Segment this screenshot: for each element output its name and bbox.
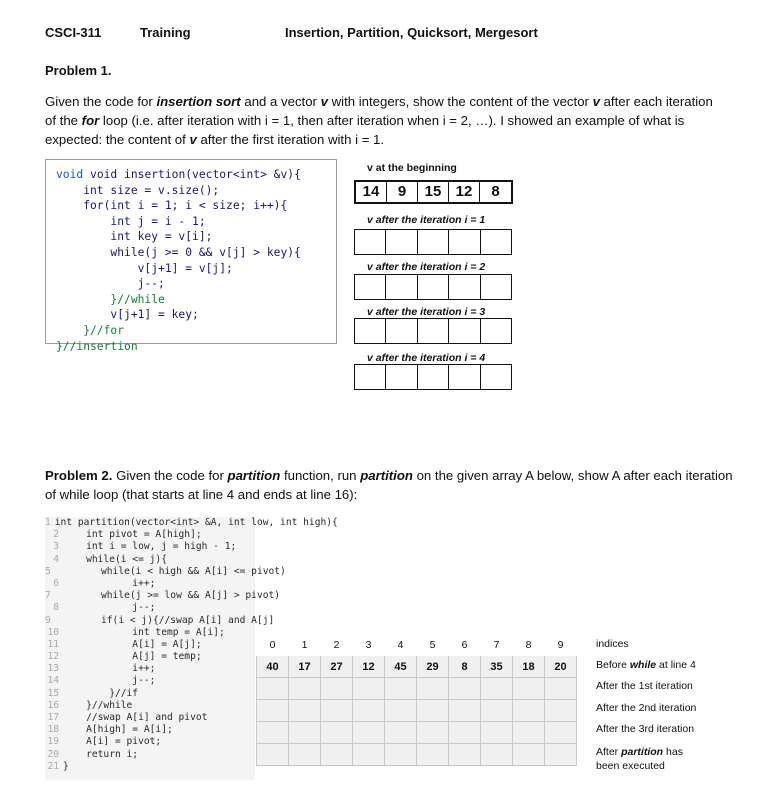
- problem1-heading: Problem 1.: [45, 63, 112, 78]
- code-line: if(i < j){//swap A[i] and A[j]: [54, 614, 275, 626]
- code-line: }//if: [63, 687, 139, 699]
- value-cell: 40: [257, 656, 289, 678]
- vector-cell: 15: [418, 182, 449, 202]
- index-cell: 3: [353, 634, 385, 656]
- code-line: i++;: [63, 577, 156, 589]
- code-line: }//for: [56, 323, 125, 337]
- code-line: v[j+1] = key;: [56, 308, 199, 322]
- iteration-1-answer-box[interactable]: [354, 229, 512, 255]
- code-line: //swap A[i] and pivot: [63, 712, 208, 723]
- row-label-iter2: After the 2nd iteration: [596, 702, 697, 714]
- insertion-code-block: [45, 159, 337, 353]
- vector-cell: 12: [449, 182, 480, 202]
- index-cell: 1: [289, 634, 321, 656]
- index-cell: 8: [513, 634, 545, 656]
- code-line: int j = i - 1;: [56, 214, 206, 228]
- code-line: j--;: [63, 675, 156, 687]
- vector-cell: 8: [491, 183, 500, 200]
- code-line: A[high] = A[i];: [63, 724, 173, 736]
- iteration-2-row[interactable]: [257, 700, 577, 722]
- partition-array-table: [256, 633, 577, 766]
- row-label-after: After partition has been executed: [596, 746, 683, 772]
- value-cell: 45: [385, 656, 417, 678]
- index-cell: 6: [449, 634, 481, 656]
- code-line: while(i < high && A[i] <= pivot): [54, 565, 286, 577]
- code-line: int key = v[i];: [56, 230, 213, 244]
- iteration-4-label: v after the iteration i = 4: [367, 352, 486, 364]
- code-line: int i = low, j = high - 1;: [63, 541, 237, 553]
- row-label-indices: indices: [596, 638, 629, 650]
- v-begin-vector: [354, 180, 513, 204]
- vector-cell: 14: [356, 182, 387, 202]
- code-line: while(j >= 0 && v[j] > key){: [56, 245, 301, 259]
- code-line: while(j >= low && A[j] > pivot): [54, 590, 281, 602]
- code-line: while(i <= j){: [63, 553, 167, 565]
- vector-cell: 9: [387, 182, 418, 202]
- code-line: int pivot = A[high];: [63, 529, 202, 541]
- index-cell: 4: [385, 634, 417, 656]
- code-line: A[j] = temp;: [63, 651, 202, 663]
- code-line: }//while: [63, 699, 133, 711]
- indices-row: [257, 634, 577, 656]
- code-line: int partition(vector<int> &A, int low, int high){: [54, 517, 338, 528]
- row-label-iter3: After the 3rd iteration: [596, 723, 695, 735]
- v-begin-label: v at the beginning: [367, 162, 457, 174]
- index-cell: 7: [481, 634, 513, 656]
- iteration-2-answer-box[interactable]: [354, 274, 512, 300]
- iteration-1-label: v after the iteration i = 1: [367, 214, 486, 226]
- iteration-2-label: v after the iteration i = 2: [367, 261, 486, 273]
- code-line: return i;: [63, 748, 139, 760]
- index-cell: 9: [545, 634, 577, 656]
- value-cell: 29: [417, 656, 449, 678]
- iteration-3-row[interactable]: [257, 722, 577, 744]
- problem1-text: Given the code for insertion sort and a vector v with integers, show the content of the vector v after each iteration of the for loop (i.e. after iteration with i = 1, then after iteration when i = 2, …). I showed an example of what is expected: the content of v after the first iteration with i = 1.: [45, 94, 713, 147]
- row-label-before: Before while at line 4: [596, 659, 696, 671]
- value-cell: 27: [321, 656, 353, 678]
- code-line: for(int i = 1; i < size; i++){: [56, 199, 288, 213]
- value-cell: 8: [449, 656, 481, 678]
- code-line: i++;: [63, 663, 156, 675]
- iteration-1-row[interactable]: [257, 678, 577, 700]
- iteration-3-answer-box[interactable]: [354, 318, 512, 344]
- partition-code-block: 1 int partition(vector<int> &A, int low, int high){ 2 int pivot = A[high]; 3 int i = low, j = high - 1; 4 while(i <= j){ 5 while(i < high && A[i] <= pivot) 6 i++; 7 while(j >= low && A[j] > pivot) 8 j--; 9 if(i < j){//swap A[i] and A[j] 10 int temp = A[i]; 11 A[i] = A[j]; 12 A[j] = temp; 13 i++; 14 j--; 15 }//if 16 }//while 17 //swap A[i] and pivot 18 A[high] = A[i]; 19 A[i] = pivot; 20 return i; 21 }: [45, 517, 255, 780]
- iteration-3-label: v after the iteration i = 3: [367, 306, 486, 318]
- code-line: j--;: [63, 602, 156, 614]
- value-cell: 12: [353, 656, 385, 678]
- row-label-iter1: After the 1st iteration: [596, 680, 693, 692]
- after-partition-row[interactable]: [257, 744, 577, 766]
- page-title: Insertion, Partition, Quicksort, Mergesort: [285, 25, 538, 40]
- index-cell: 5: [417, 634, 449, 656]
- index-cell: 0: [257, 634, 289, 656]
- code-line: }//while: [56, 292, 165, 306]
- code-line: }: [63, 760, 69, 772]
- value-cell: 18: [513, 656, 545, 678]
- code-line: A[i] = A[j];: [63, 638, 202, 650]
- code-line: v[j+1] = v[j];: [56, 261, 233, 275]
- code-line: int temp = A[i];: [63, 626, 225, 638]
- initial-row: [257, 656, 577, 678]
- iteration-4-answer-box[interactable]: [354, 364, 512, 390]
- index-cell: 2: [321, 634, 353, 656]
- code-line: A[i] = pivot;: [63, 736, 162, 748]
- code-line: void void insertion(vector<int> &v){: [56, 168, 301, 181]
- code-line: j--;: [56, 277, 165, 291]
- value-cell: 17: [289, 656, 321, 678]
- value-cell: 35: [481, 656, 513, 678]
- problem2-text: Problem 2. Given the code for partition function, run partition on the given array A below, show A after each iteration of while loop (that starts at line 4 and ends at line 16):: [45, 468, 733, 502]
- code-line: int size = v.size();: [56, 183, 220, 197]
- code-line: }//insertion: [56, 339, 138, 353]
- value-cell: 20: [545, 656, 577, 678]
- course-code: CSCI-311: [45, 25, 102, 40]
- section-title: Training: [140, 25, 191, 40]
